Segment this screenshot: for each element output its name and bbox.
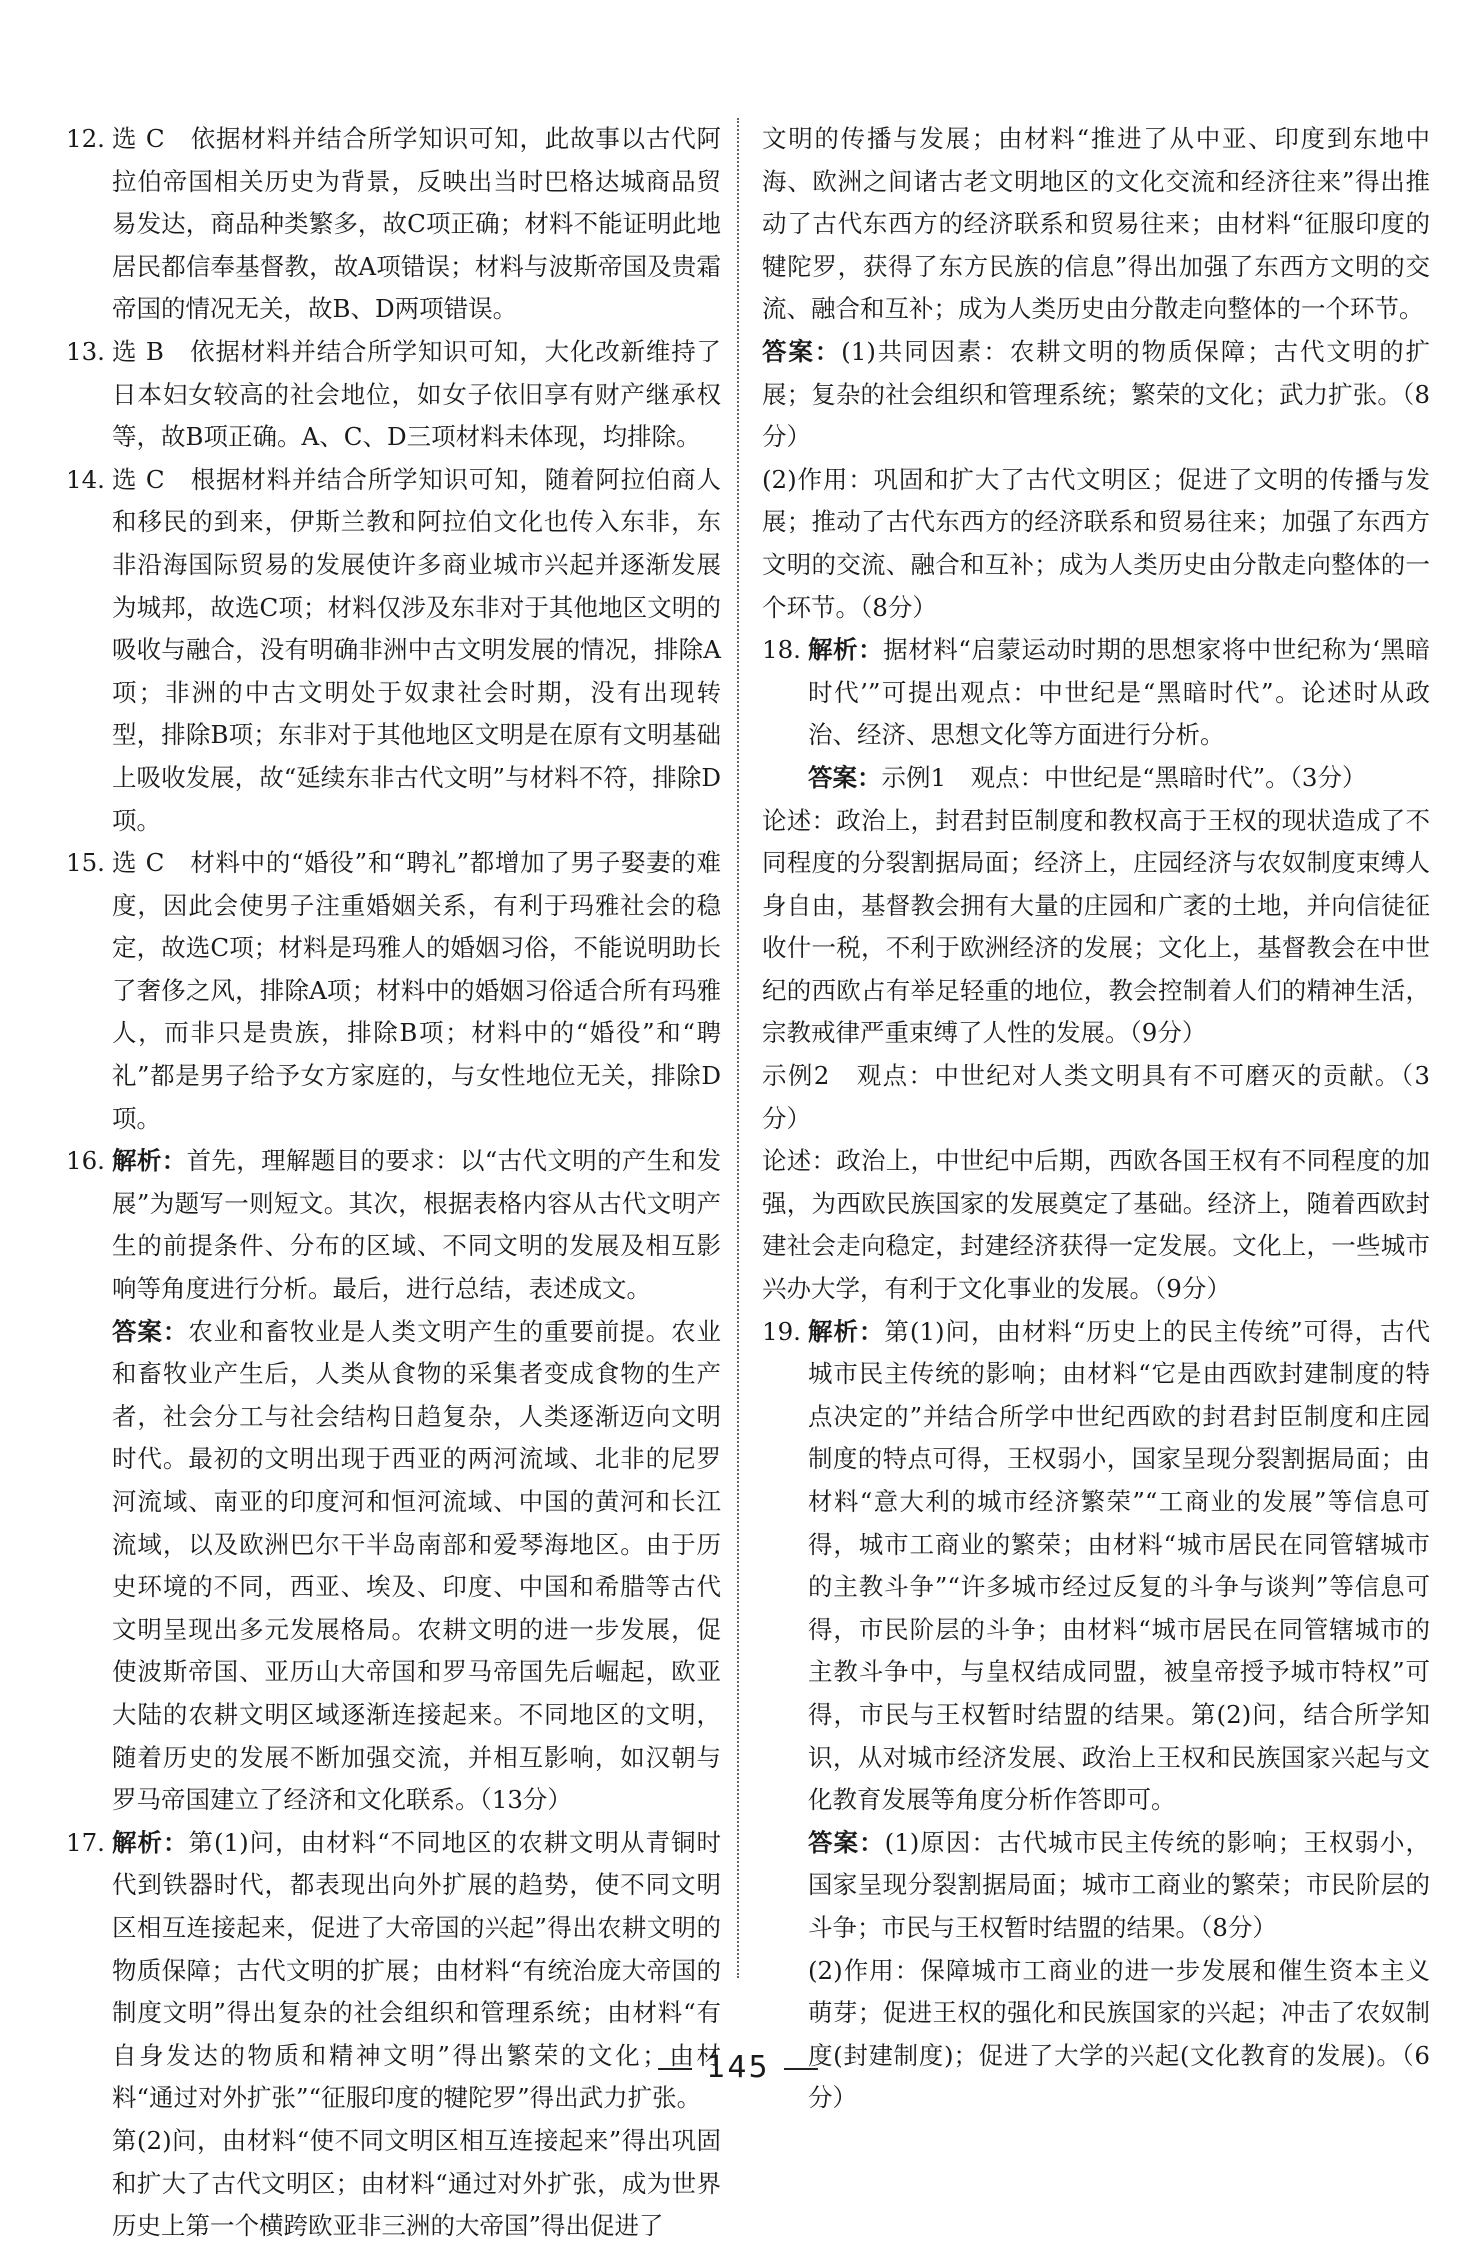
q17-answer-2: (2)作用：巩固和扩大了古代文明区；促进了文明的传播与发展；推动了古代东西方的经济联系和贸易往来；加强了东西方文明的交流、融合和互补；成为人类历史由分散走向整体的一个环节。（8分） — [762, 464, 1430, 622]
question-number: 16. — [66, 1146, 105, 1176]
question-number: 14. — [66, 464, 105, 494]
question-number: 13. — [66, 336, 105, 366]
answer-item-16 — [66, 1140, 721, 1822]
example-2-body: 论述：政治上，中世纪中后期，西欧各国王权有不同程度的加强，为西欧民族国家的发展奠定了基础。经济上，随着西欧封建社会走向稳定，封建经济获得一定发展。文化上，一些城市兴办大学，有利于文化事业的发展。（9分） — [762, 1146, 1430, 1304]
analysis-paragraph-2: 第(2)问，由材料“使不同文明区相互连接起来”得出巩固和扩大了古代文明区；由材料“通过对外扩张，成为世界历史上第一个横跨欧亚非三洲的大帝国”得出促进了 — [112, 2125, 721, 2241]
explanation-text: 依据材料并结合所学知识可知，大化改新维持了日本妇女较高的社会地位，如女子依旧享有财产继承权等，故B项正确。A、C、D三项材料未体现，均排除。 — [112, 336, 722, 452]
answer-item-15 — [66, 842, 721, 1140]
column-divider — [737, 118, 739, 1978]
analysis-text: 第(1)问，由材料“不同地区的农耕文明从青铜时代到铁器时代，都表现出向外扩展的趋势，使不同文明区相互连接起来，促进了大帝国的兴起”得出农耕文明的物质保障；古代文明的扩展；由材料“有统治庞大帝国的制度文明”得出复杂的社会组织和管理系统；由材料“有自身发达的物质和精神文明”得出繁荣的文化；由材料“通过对外扩张”“征服印度的犍陀罗”得出武力扩张。 — [112, 1827, 722, 2113]
left-column — [66, 118, 722, 2241]
footer-dash-right — [784, 2068, 818, 2070]
answer-item-17 — [66, 1822, 721, 2248]
page-number: 145 — [706, 2050, 770, 2085]
answer-label: 答案： — [808, 1827, 885, 1857]
question-number: 12. — [66, 124, 105, 153]
explanation-text: 根据材料并结合所学知识可知，随着阿拉伯商人和移民的到来，伊斯兰教和阿拉伯文化也传入东非，东非沿海国际贸易的发展使许多商业城市兴起并逐渐发展为城邦，故选C项；材料仅涉及东非对于其他地区文明的吸收与融合，没有明确非洲中古文明发展的情况，排除A项；非洲的中古文明处于奴隶社会时期，没有出现转型，排除B项；东非对于其他地区文明是在原有文明基础上吸收发展，故“延续东非古代文明”与材料不符，排除D项。 — [112, 464, 722, 835]
explanation-text: 材料中的“婚役”和“聘礼”都增加了男子娶妻的难度，因此会使男子注重婚姻关系，有利于玛雅社会的稳定，故选C项；材料是玛雅人的婚姻习俗，不能说明助长了奢侈之风，排除A项；材料中的婚姻习俗适合所有玛雅人，而非只是贵族，排除B项；材料中的“婚役”和“聘礼”都是男子给予女方家庭的，与女性地位无关，排除D项。 — [112, 848, 721, 1133]
analysis-label: 解析： — [808, 635, 884, 665]
choice-label: 选 C — [112, 124, 165, 153]
choice-label: 选 B — [112, 336, 164, 366]
example-2-heading: 示例2 观点：中世纪对人类文明具有不可磨灭的贡献。（3分） — [762, 1061, 1430, 1133]
answer-item-13 — [66, 331, 721, 459]
analysis-label: 解析： — [112, 1146, 187, 1176]
answer-item-18 — [762, 629, 1430, 799]
analysis-text: 第(1)问，由材料“历史上的民主传统”可得，古代城市民主传统的影响；由材料“它是由西欧封建制度的特点决定的”并结合所学中世纪西欧的封君封臣制度和庄园制度的特点可得，王权弱小，国家呈现分裂割据局面；由材料“意大利的城市经济繁荣”“工商业的发展”等信息可得，城市工商业的繁荣；由材料“城市居民在同管辖城市的主教斗争”“许多城市经过反复的斗争与谈判”等信息可得，市民阶层的斗争；由材料“城市居民在同管辖城市的主教斗争中，与皇权结成同盟，被皇帝授予城市特权”可得，市民与王权暂时结盟的结果。第(2)问，结合所学知识，从对城市经济发展、政治上王权和民族国家兴起与文化教育发展等角度分析作答即可。 — [808, 1316, 1430, 1815]
example-heading-text: 示例1 观点：中世纪是“黑暗时代”。（3分） — [881, 762, 1367, 792]
question-number: 19. — [762, 1316, 801, 1346]
answer-example-1-heading — [808, 757, 1430, 800]
answer-item-19 — [762, 1311, 1430, 2120]
footer-dash-left — [658, 2068, 692, 2070]
answer-label: 答案： — [762, 336, 842, 366]
answer-paragraph-2: (2)作用：保障城市工商业的进一步发展和催生资本主义萌芽；促进王权的强化和民族国家的兴起；冲击了农奴制度(封建制度)；促进了大学的兴起(文化教育的发展)。（6分） — [808, 1955, 1430, 2113]
answer-label: 答案： — [112, 1316, 189, 1346]
explanation-text: 依据材料并结合所学知识可知，此故事以古代阿拉伯帝国相关历史为背景，反映出当时巴格达城商品贸易发达，商品种类繁多，故C项正确；材料不能证明此地居民都信奉基督教，故A项错误；材料与波斯帝国及贵霜帝国的情况无关，故B、D两项错误。 — [112, 124, 722, 324]
question-number: 18. — [762, 635, 801, 665]
answer-paragraph-1 — [808, 1822, 1430, 1950]
q17-continued-text: 文明的传播与发展；由材料“推进了从中亚、印度到东地中海、欧洲之间诸古老文明地区的文化交流和经济往来”得出推动了古代东西方的经济联系和贸易往来；由材料“征服印度的犍陀罗，获得了东方民族的信息”得出加强了东西方文明的交流、融合和互补；成为人类历史由分散走向整体的一个环节。 — [762, 124, 1430, 324]
analysis-label: 解析： — [112, 1827, 189, 1857]
answer-text: (1)原因：古代城市民主传统的影响；王权弱小，国家呈现分裂割据局面；城市工商业的繁荣；市民阶层的斗争；市民与王权暂时结盟的结果。（8分） — [808, 1827, 1431, 1942]
analysis-label: 解析： — [808, 1316, 885, 1346]
analysis-text: 首先，理解题目的要求：以“古代文明的产生和发展”为题写一则短文。其次，根据表格内容从古代文明产生的前提条件、分布的区域、不同文明的发展及相互影响等角度进行分析。最后，进行总结，表述成文。 — [112, 1146, 721, 1304]
answer-text: (1)共同因素：农耕文明的物质保障；古代文明的扩展；复杂的社会组织和管理系统；繁荣的文化；武力扩张。（8分） — [762, 336, 1431, 452]
answer-item-12 — [66, 118, 721, 331]
choice-label: 选 C — [112, 464, 165, 494]
choice-label: 选 C — [112, 848, 165, 878]
analysis-paragraph — [808, 1311, 1430, 1822]
answer-label: 答案： — [808, 762, 882, 792]
page-footer — [0, 2050, 1476, 2085]
q17-answer-1 — [762, 331, 1430, 459]
question-number: 17. — [66, 1827, 105, 1857]
answer-text: 农业和畜牧业是人类文明产生的重要前提。农业和畜牧业产生后，人类从食物的采集者变成食物的生产者，社会分工与社会结构日趋复杂，人类逐渐迈向文明时代。最初的文明出现于西亚的两河流域、北非的尼罗河流域、南亚的印度河和恒河流域、中国的黄河和长江流域，以及欧洲巴尔干半岛南部和爱琴海地区。由于历史环境的不同，西亚、埃及、印度、中国和希腊等古代文明呈现出多元发展格局。农耕文明的进一步发展，促使波斯帝国、亚历山大帝国和罗马帝国先后崛起，欧亚大陆的农耕文明区域逐渐连接起来。不同地区的文明，随着历史的发展不断加强交流，并相互影响，如汉朝与罗马帝国建立了经济和文化联系。（13分） — [112, 1316, 722, 1815]
analysis-paragraph — [112, 1140, 721, 1310]
example-1-body: 论述：政治上，封君封臣制度和教权高于王权的现状造成了不同程度的分裂割据局面；经济上，庄园经济与农奴制度束缚人身自由，基督教会拥有大量的庄园和广袤的土地，并向信徒征收什一税，不利于欧洲经济的发展；文化上，基督教会在中世纪的西欧占有举足轻重的地位，教会控制着人们的精神生活，宗教戒律严重束缚了人性的发展。（9分） — [762, 805, 1430, 1048]
right-column — [762, 118, 1431, 2113]
analysis-text: 据材料“启蒙运动时期的思想家将中世纪称为‘黑暗时代’”可提出观点：中世纪是“黑暗时代”。论述时从政治、经济、思想文化等方面进行分析。 — [808, 635, 1431, 750]
answer-item-14 — [66, 459, 721, 842]
question-number: 15. — [66, 848, 105, 878]
answer-paragraph — [112, 1311, 721, 1822]
analysis-paragraph — [808, 629, 1430, 757]
